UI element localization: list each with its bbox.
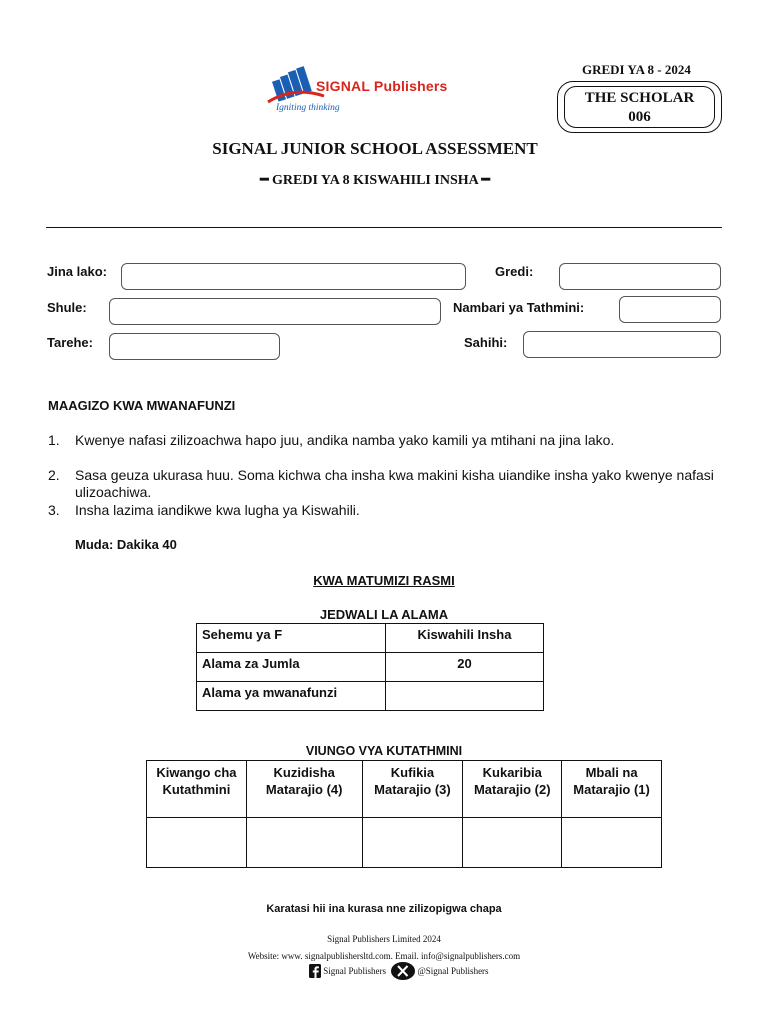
page-title: SIGNAL JUNIOR SCHOOL ASSESSMENT bbox=[212, 139, 538, 158]
student-score-cell[interactable] bbox=[386, 682, 544, 711]
x-handle[interactable]: @Signal Publishers bbox=[417, 966, 489, 976]
name-field[interactable] bbox=[121, 263, 466, 290]
grade-field[interactable] bbox=[559, 263, 721, 290]
scores-table bbox=[196, 623, 544, 711]
table-header-row bbox=[147, 761, 662, 818]
grade-label: Gredi: bbox=[495, 264, 534, 279]
contact-text: Website: www. signalpublishersltd.com. Email. info@signalpublishers.com bbox=[247, 951, 521, 961]
scores-table-title: JEDWALI LA ALAMA bbox=[319, 607, 449, 622]
date-field[interactable] bbox=[109, 333, 280, 360]
facebook-handle[interactable]: Signal Publishers bbox=[323, 966, 387, 976]
divider bbox=[46, 227, 722, 228]
copyright-text: Signal Publishers Limited 2024 bbox=[327, 934, 441, 944]
page-subtitle: ━ GREDI YA 8 KISWAHILI INSHA ━ bbox=[260, 173, 490, 188]
table-cell: Alama ya mwanafunzi bbox=[197, 682, 386, 711]
duration-label: Muda: Dakika 40 bbox=[75, 537, 177, 552]
table-row bbox=[197, 653, 544, 682]
table-cell[interactable] bbox=[246, 818, 362, 868]
table-row bbox=[197, 682, 544, 711]
column-header: Kukaribia Matarajio (2) bbox=[463, 761, 562, 818]
pages-note: Karatasi hii ina kurasa nne zilizopigwa chapa bbox=[266, 903, 502, 915]
table-row bbox=[147, 818, 662, 868]
x-icon[interactable] bbox=[391, 962, 415, 980]
column-header: Mbali na Matarajio (1) bbox=[562, 761, 662, 818]
assessment-number-label: Nambari ya Tathmini: bbox=[453, 300, 585, 315]
logo-tagline: Igniting thinking bbox=[276, 103, 340, 113]
table-cell: Kiswahili Insha bbox=[386, 624, 544, 653]
date-label: Tarehe: bbox=[47, 335, 93, 350]
scholar-title: THE SCHOLAR bbox=[584, 90, 695, 106]
criteria-table bbox=[146, 760, 662, 868]
signature-label: Sahihi: bbox=[464, 335, 508, 350]
table-cell: Alama za Jumla bbox=[197, 653, 386, 682]
column-header: Kuzidisha Matarajio (4) bbox=[246, 761, 362, 818]
column-header: Kufikia Matarajio (3) bbox=[362, 761, 463, 818]
school-field[interactable] bbox=[109, 298, 441, 325]
table-cell: 20 bbox=[386, 653, 544, 682]
scholar-code: 006 bbox=[628, 109, 651, 125]
social-links bbox=[309, 962, 489, 980]
name-label: Jina lako: bbox=[47, 264, 107, 279]
official-use-heading: KWA MATUMIZI RASMI bbox=[313, 573, 455, 588]
school-label: Shule: bbox=[47, 300, 87, 315]
table-cell[interactable] bbox=[147, 818, 247, 868]
facebook-icon[interactable] bbox=[309, 964, 321, 978]
assessment-number-field[interactable] bbox=[619, 296, 721, 323]
grade-year-label: GREDI YA 8 - 2024 bbox=[582, 62, 691, 77]
table-cell: Sehemu ya F bbox=[197, 624, 386, 653]
signature-field[interactable] bbox=[523, 331, 721, 358]
table-cell[interactable] bbox=[562, 818, 662, 868]
table-cell[interactable] bbox=[463, 818, 562, 868]
table-cell[interactable] bbox=[362, 818, 463, 868]
logo-brand-text: SIGNAL Publishers bbox=[316, 78, 448, 94]
table-row bbox=[197, 624, 544, 653]
publisher-logo bbox=[266, 66, 466, 118]
column-header: Kiwango cha Kutathmini bbox=[147, 761, 247, 818]
instructions-heading: MAAGIZO KWA MWANAFUNZI bbox=[48, 398, 236, 413]
scholar-badge bbox=[557, 81, 722, 133]
criteria-table-title: VIUNGO VYA KUTATHMINI bbox=[305, 744, 463, 758]
